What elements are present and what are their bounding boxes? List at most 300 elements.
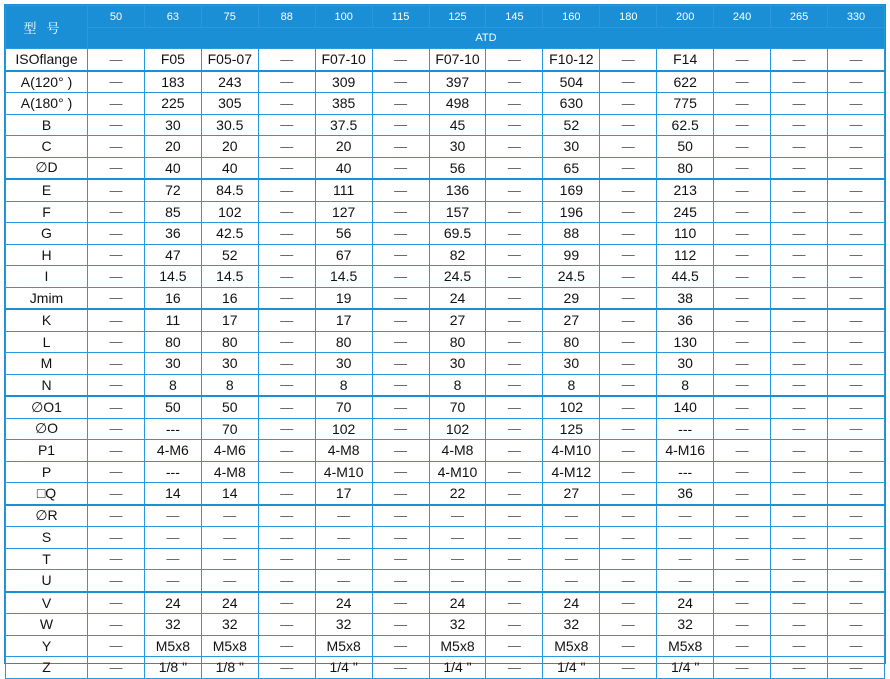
table-cell: — [258,418,315,440]
table-cell: 44.5 [657,266,714,288]
table-cell: — [258,136,315,158]
table-cell: — [600,223,657,245]
table-cell: 30 [201,353,258,375]
table-cell: 24 [144,592,201,614]
table-cell: — [201,570,258,592]
size-header-cell: 75 [201,6,258,28]
table-cell: — [258,114,315,136]
table-cell: — [714,483,771,505]
table-cell: — [771,179,828,201]
table-cell: — [88,570,145,592]
table-cell: 4-M12 [543,461,600,483]
table-cell: 52 [201,244,258,266]
table-cell: — [714,614,771,636]
table-cell: 127 [315,201,372,223]
table-cell: --- [657,418,714,440]
table-header [6,6,885,49]
table-cell: — [486,657,543,679]
table-cell: 397 [429,71,486,93]
spec-table-container [4,4,886,676]
table-cell: 125 [543,418,600,440]
table-row [6,592,885,614]
table-cell: --- [144,461,201,483]
table-cell: — [714,570,771,592]
table-cell: — [600,440,657,462]
table-cell: 243 [201,71,258,93]
table-cell: 30 [543,353,600,375]
table-cell: 1/4 " [315,657,372,679]
table-cell: — [771,548,828,570]
row-label: U [6,570,88,592]
table-cell: — [827,461,884,483]
row-label: F [6,201,88,223]
table-row [6,440,885,462]
size-header-row [6,6,885,28]
table-cell: — [714,93,771,115]
table-cell: 8 [657,374,714,396]
table-cell: — [429,505,486,527]
table-cell: 32 [429,614,486,636]
table-cell: — [258,374,315,396]
table-cell: M5x8 [315,635,372,657]
table-cell: — [88,157,145,179]
size-header-cell: 125 [429,6,486,28]
table-cell: 24.5 [543,266,600,288]
size-header-cell: 88 [258,6,315,28]
table-row [6,179,885,201]
table-cell: M5x8 [543,635,600,657]
table-cell: — [88,548,145,570]
table-row [6,353,885,375]
table-cell: — [486,461,543,483]
table-cell: — [827,179,884,201]
table-cell: 4-M10 [543,440,600,462]
table-cell: — [827,309,884,331]
table-cell: 498 [429,93,486,115]
table-cell: 99 [543,244,600,266]
table-cell: 140 [657,396,714,418]
table-cell: — [372,179,429,201]
table-cell: — [714,592,771,614]
table-cell: 70 [429,396,486,418]
size-header-cell: 265 [771,6,828,28]
table-cell: 24 [315,592,372,614]
table-cell: F10-12 [543,49,600,71]
table-row [6,374,885,396]
table-cell: 56 [429,157,486,179]
table-cell: — [372,136,429,158]
table-cell: 4-M10 [429,461,486,483]
table-cell: — [827,266,884,288]
table-cell: — [827,223,884,245]
table-cell: — [372,527,429,549]
table-cell: 17 [315,483,372,505]
table-cell: — [827,396,884,418]
table-cell: 16 [201,287,258,309]
table-cell: — [258,93,315,115]
size-header-cell: 145 [486,6,543,28]
table-cell: — [600,527,657,549]
table-cell: — [771,635,828,657]
table-cell: 30 [315,353,372,375]
table-cell: 630 [543,93,600,115]
table-cell: F14 [657,49,714,71]
table-cell: — [714,157,771,179]
table-cell: — [88,49,145,71]
table-cell: — [258,657,315,679]
table-cell: — [88,201,145,223]
table-cell: 80 [144,331,201,353]
table-row [6,287,885,309]
table-cell: — [88,353,145,375]
table-cell: — [714,440,771,462]
table-cell: --- [144,418,201,440]
spec-table [5,5,885,679]
table-cell: 85 [144,201,201,223]
table-row [6,548,885,570]
table-cell: 62.5 [657,114,714,136]
table-cell: 102 [315,418,372,440]
table-cell: 70 [201,418,258,440]
size-header-cell: 160 [543,6,600,28]
table-cell: — [486,570,543,592]
table-cell: — [771,440,828,462]
table-cell: — [315,527,372,549]
table-cell: — [372,201,429,223]
table-row [6,331,885,353]
table-cell: — [88,331,145,353]
table-cell: — [258,396,315,418]
table-cell: — [486,418,543,440]
table-cell: — [258,592,315,614]
table-cell: M5x8 [429,635,486,657]
table-cell: — [88,440,145,462]
table-cell: 42.5 [201,223,258,245]
table-cell: — [372,309,429,331]
table-cell: — [201,548,258,570]
table-cell: — [486,440,543,462]
table-cell: 14.5 [315,266,372,288]
table-cell: — [600,461,657,483]
table-cell: — [486,353,543,375]
table-cell: — [88,309,145,331]
table-cell: — [486,201,543,223]
table-cell: — [486,223,543,245]
table-cell: — [144,505,201,527]
table-cell: — [372,418,429,440]
table-cell: 30 [429,353,486,375]
table-cell: — [771,396,828,418]
table-cell: 32 [315,614,372,636]
series-header: ATD [88,28,885,49]
table-cell: — [771,244,828,266]
table-cell: — [827,614,884,636]
table-cell: — [372,396,429,418]
table-cell: — [372,657,429,679]
table-cell: — [372,440,429,462]
table-cell: 17 [201,309,258,331]
table-cell: — [600,614,657,636]
table-cell: 47 [144,244,201,266]
row-label: E [6,179,88,201]
table-cell: — [714,179,771,201]
table-cell: — [258,287,315,309]
table-cell: 24 [201,592,258,614]
table-cell: 67 [315,244,372,266]
table-cell: 40 [144,157,201,179]
table-cell: 24 [429,592,486,614]
table-cell: — [372,287,429,309]
table-cell: 4-M8 [429,440,486,462]
table-cell: — [486,179,543,201]
table-cell: 56 [315,223,372,245]
table-cell: — [771,592,828,614]
table-cell: 14.5 [144,266,201,288]
table-cell: — [543,570,600,592]
table-body [6,49,885,679]
row-label: I [6,266,88,288]
table-cell: 8 [429,374,486,396]
table-cell: — [486,287,543,309]
table-cell: 45 [429,114,486,136]
table-cell: — [258,527,315,549]
row-label: Z [6,657,88,679]
table-cell: — [486,396,543,418]
table-cell: — [827,93,884,115]
table-cell: — [600,657,657,679]
table-cell: — [827,592,884,614]
table-cell: — [771,505,828,527]
table-cell: — [771,527,828,549]
table-cell: — [429,527,486,549]
table-cell: — [714,71,771,93]
table-row [6,201,885,223]
table-cell: — [372,548,429,570]
table-cell: — [372,353,429,375]
table-row [6,396,885,418]
table-cell: — [372,461,429,483]
table-row [6,157,885,179]
table-row [6,614,885,636]
table-cell: 50 [657,136,714,158]
table-cell: — [543,505,600,527]
table-cell: 136 [429,179,486,201]
series-header-row [6,28,885,49]
table-row [6,527,885,549]
table-cell: — [714,136,771,158]
table-cell: 196 [543,201,600,223]
table-cell: 52 [543,114,600,136]
table-row [6,244,885,266]
table-cell: 72 [144,179,201,201]
row-label: W [6,614,88,636]
size-header-cell: 180 [600,6,657,28]
table-row [6,223,885,245]
table-cell: 80 [429,331,486,353]
size-header-cell: 50 [88,6,145,28]
table-cell: — [714,114,771,136]
row-label: S [6,527,88,549]
table-cell: — [600,418,657,440]
table-cell: 8 [201,374,258,396]
row-label: L [6,331,88,353]
table-cell: — [486,266,543,288]
table-cell: — [827,483,884,505]
table-cell: — [88,93,145,115]
table-cell: — [486,244,543,266]
table-cell: — [486,527,543,549]
table-row [6,461,885,483]
table-cell: M5x8 [144,635,201,657]
table-cell: 14.5 [201,266,258,288]
table-cell: — [714,309,771,331]
table-cell: — [657,548,714,570]
row-label: Jmim [6,287,88,309]
table-cell: 50 [144,396,201,418]
table-cell: — [827,570,884,592]
table-cell: — [827,114,884,136]
table-cell: — [88,179,145,201]
table-cell: 27 [543,483,600,505]
table-cell: — [600,244,657,266]
row-label: P [6,461,88,483]
table-cell: 775 [657,93,714,115]
table-cell: — [372,266,429,288]
table-cell: — [88,266,145,288]
table-cell: 20 [315,136,372,158]
table-cell: — [600,396,657,418]
table-cell: — [201,505,258,527]
table-cell: — [714,49,771,71]
table-cell: 80 [201,331,258,353]
table-cell: — [714,505,771,527]
table-cell: — [827,635,884,657]
table-cell: 24 [429,287,486,309]
table-row [6,114,885,136]
table-cell: 80 [657,157,714,179]
table-cell: — [258,71,315,93]
table-cell: — [771,93,828,115]
table-cell: — [657,505,714,527]
table-cell: — [429,570,486,592]
table-cell: — [600,353,657,375]
table-cell: 30 [429,136,486,158]
table-cell: — [315,505,372,527]
table-cell: — [315,570,372,592]
table-cell: — [372,635,429,657]
row-label: Y [6,635,88,657]
table-cell: --- [657,461,714,483]
table-cell: 8 [315,374,372,396]
table-cell: — [600,505,657,527]
row-label: M [6,353,88,375]
table-cell: — [486,331,543,353]
table-cell: 14 [144,483,201,505]
table-cell: — [372,244,429,266]
table-cell: — [600,374,657,396]
table-cell: — [88,244,145,266]
table-cell: 29 [543,287,600,309]
table-row [6,483,885,505]
table-cell: — [88,614,145,636]
table-cell: — [600,157,657,179]
table-cell: — [486,614,543,636]
table-cell: — [258,179,315,201]
table-cell: — [258,635,315,657]
table-cell: — [600,592,657,614]
table-cell: — [600,71,657,93]
table-cell: — [486,114,543,136]
table-cell: — [714,287,771,309]
table-cell: — [714,201,771,223]
table-cell: 80 [315,331,372,353]
table-cell: — [201,527,258,549]
table-cell: — [714,657,771,679]
table-cell: — [486,374,543,396]
table-cell: — [88,136,145,158]
table-cell: — [88,483,145,505]
table-cell: — [600,136,657,158]
table-cell: — [88,527,145,549]
table-cell: — [258,440,315,462]
table-cell: — [372,223,429,245]
table-cell: — [600,548,657,570]
table-cell: 50 [201,396,258,418]
size-header-cell: 115 [372,6,429,28]
table-cell: — [771,657,828,679]
table-cell: — [258,331,315,353]
table-cell: 8 [543,374,600,396]
table-cell: 32 [144,614,201,636]
table-cell: F05-07 [201,49,258,71]
table-row [6,136,885,158]
table-cell: — [827,548,884,570]
table-cell: — [315,548,372,570]
table-row [6,570,885,592]
size-header-cell: 63 [144,6,201,28]
row-label: B [6,114,88,136]
table-cell: 32 [201,614,258,636]
table-cell: — [600,114,657,136]
table-cell: — [771,201,828,223]
table-cell: — [600,93,657,115]
table-cell: 24 [657,592,714,614]
table-cell: 4-M6 [201,440,258,462]
row-label: A(180° ) [6,93,88,115]
table-cell: — [827,287,884,309]
table-cell: — [486,592,543,614]
table-cell: — [714,396,771,418]
table-cell: 20 [201,136,258,158]
table-cell: 30 [144,114,201,136]
table-cell: — [486,548,543,570]
table-cell: — [827,374,884,396]
table-cell: — [771,331,828,353]
table-cell: 4-M8 [201,461,258,483]
table-cell: — [88,71,145,93]
table-cell: — [714,244,771,266]
table-cell: — [88,287,145,309]
table-cell: 30 [144,353,201,375]
table-cell: — [827,440,884,462]
table-cell: — [88,461,145,483]
table-cell: 84.5 [201,179,258,201]
size-header-cell: 240 [714,6,771,28]
table-cell: — [258,201,315,223]
table-cell: — [486,483,543,505]
table-cell: 385 [315,93,372,115]
table-cell: — [600,266,657,288]
